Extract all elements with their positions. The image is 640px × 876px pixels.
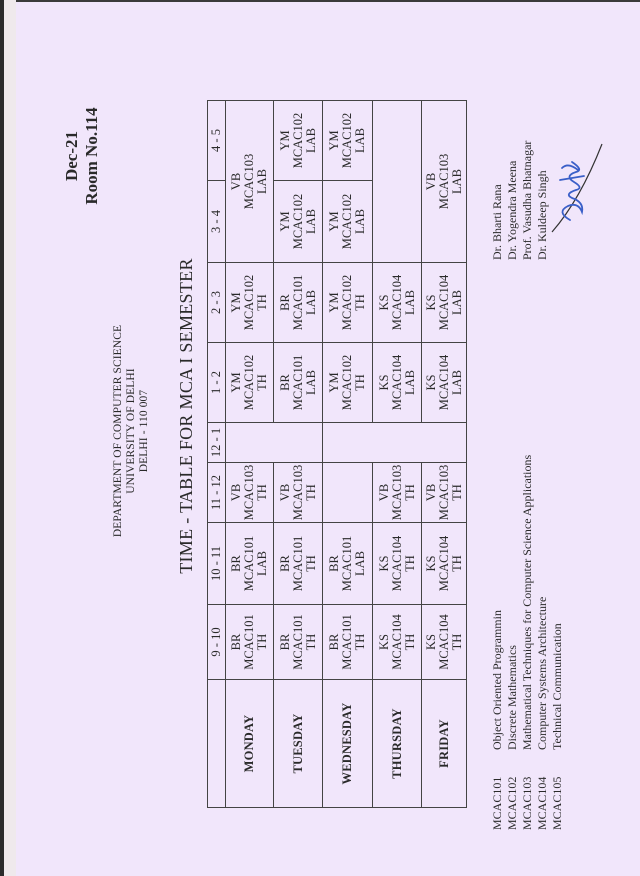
header-row — [208, 101, 226, 808]
slot-header: 10 - 11 — [208, 523, 226, 605]
class-cell: BR MCAC101 LAB — [274, 343, 323, 423]
class-cell: VB MCAC103 TH — [274, 463, 323, 523]
lunch-break-cell — [226, 423, 323, 463]
corner-cell — [208, 680, 226, 808]
slot-header: 4 - 5 — [208, 101, 226, 181]
slot-header: 9 - 10 — [208, 605, 226, 680]
institution-header — [112, 286, 151, 576]
slot-header: 2 - 3 — [208, 263, 226, 343]
class-cell: BR MCAC101 LAB — [323, 523, 373, 605]
signature-icon — [540, 130, 610, 240]
day-label: MONDAY — [226, 680, 274, 808]
faculty-item: Dr. Yogendra Meena — [505, 160, 519, 260]
class-cell: KS MCAC104 LAB — [373, 343, 422, 423]
class-cell: YM MCAC102 TH — [226, 263, 274, 343]
course-legend — [490, 455, 565, 830]
table-row-wednesday — [323, 101, 373, 808]
room-label: Room No.114 — [82, 107, 101, 205]
department-name: DEPARTMENT OF COMPUTER SCIENCE — [112, 324, 124, 538]
room-info — [62, 96, 102, 216]
day-label: WEDNESDAY — [323, 680, 373, 808]
class-cell: KS MCAC104 TH — [373, 605, 422, 680]
class-cell: KS MCAC104 TH — [422, 523, 467, 605]
class-cell-merged: VB MCAC103 LAB — [422, 101, 467, 263]
empty-cell — [323, 463, 373, 523]
address: DELHI - 110 007 — [138, 389, 150, 473]
page-title: TIME - TABLE FOR MCA I SEMESTER — [176, 258, 196, 574]
course-item: MCAC102 Discrete Mathematics — [505, 645, 519, 830]
lunch-break-cell — [323, 423, 467, 463]
session-label: Dec-21 — [62, 130, 81, 182]
course-item: MCAC105 Technical Communication — [550, 623, 564, 830]
class-cell: BR MCAC101 LAB — [274, 263, 323, 343]
class-cell: YM MCAC102 LAB — [274, 181, 323, 263]
class-cell: KS MCAC104 LAB — [422, 263, 467, 343]
class-cell: BR MCAC101 LAB — [226, 523, 274, 605]
class-cell: BR MCAC101 TH — [274, 605, 323, 680]
table-row-monday — [226, 101, 274, 808]
day-label: TUESDAY — [274, 680, 323, 808]
class-cell: BR MCAC101 TH — [274, 523, 323, 605]
class-cell: VB MCAC103 TH — [226, 463, 274, 523]
class-cell: KS MCAC104 TH — [422, 605, 467, 680]
class-cell: YM MCAC102 LAB — [274, 101, 323, 181]
class-cell: YM MCAC102 TH — [323, 263, 373, 343]
class-cell: KS MCAC104 TH — [373, 523, 422, 605]
class-cell: YM MCAC102 TH — [323, 343, 373, 423]
day-label: FRIDAY — [422, 680, 467, 808]
class-cell: VB MCAC103 TH — [422, 463, 467, 523]
class-cell: YM MCAC102 LAB — [323, 101, 373, 181]
class-cell: KS MCAC104 LAB — [373, 263, 422, 343]
faculty-item: Dr. Bharti Rana — [490, 184, 504, 260]
class-cell: VB MCAC103 TH — [373, 463, 422, 523]
class-cell: BR MCAC101 TH — [226, 605, 274, 680]
university-name: UNIVERSITY OF DELHI — [125, 368, 137, 494]
course-item: MCAC104 Computer Systems Architecture — [535, 596, 549, 830]
class-cell: YM MCAC102 TH — [226, 343, 274, 423]
faculty-item: Prof. Vasudha Bhatnagar — [520, 140, 534, 260]
course-item: MCAC101 Object Oriented Programmin — [490, 610, 504, 830]
faculty-item: Dr. Kuldeep Singh — [535, 170, 549, 260]
class-cell: KS MCAC104 LAB — [422, 343, 467, 423]
empty-cell — [373, 101, 422, 263]
course-item: MCAC103 Mathematical Techniques for Computer Science Applications — [520, 454, 534, 830]
slot-header: 3 - 4 — [208, 181, 226, 263]
day-label: THURSDAY — [373, 680, 422, 808]
slot-header: 12 - 1 — [208, 423, 226, 463]
timetable-grid — [207, 100, 467, 808]
class-cell: BR MCAC101 TH — [323, 605, 373, 680]
slot-header: 11 - 12 — [208, 463, 226, 523]
class-cell: YM MCAC102 LAB — [323, 181, 373, 263]
class-cell-merged: VB MCAC103 LAB — [226, 101, 274, 263]
slot-header: 1 - 2 — [208, 343, 226, 423]
